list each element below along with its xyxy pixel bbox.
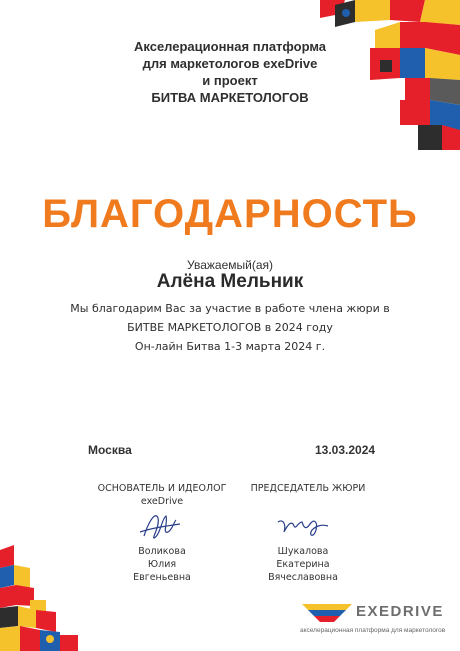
body-line-1: Мы благодарим Вас за участие в работе члена жюри в <box>70 302 390 315</box>
salutation: Уважаемый(ая) <box>187 258 273 272</box>
body-text <box>40 299 420 356</box>
left-signature <box>132 508 192 544</box>
body-line-3: Он-лайн Битва 1-3 марта 2024 г. <box>134 340 326 353</box>
body-line-2: БИТВЕ МАРКЕТОЛОГОВ в 2024 году <box>127 321 333 334</box>
right-name-line-2: Екатерина <box>276 559 330 570</box>
right-signatory-role <box>228 482 388 495</box>
left-name-line-2: Юлия <box>147 559 177 570</box>
header-line-4: БИТВА МАРКЕТОЛОГОВ <box>151 90 309 105</box>
left-role-line-2: exeDrive <box>140 496 184 507</box>
header-line-2: для маркетологов exeDrive <box>142 56 318 71</box>
exedrive-logo-icon <box>302 602 352 622</box>
recipient-name: Алёна Мельник <box>156 271 304 292</box>
city: Москва <box>88 443 132 457</box>
logo-name: EXEDRIVE <box>356 603 444 620</box>
certificate-title: БЛАГОДАРНОСТЬ <box>42 192 418 236</box>
header-line-3: и проект <box>202 73 258 88</box>
left-signatory-role <box>82 482 242 508</box>
right-role-line-1: ПРЕДСЕДАТЕЛЬ ЖЮРИ <box>250 483 366 494</box>
left-name-line-3: Евгеньевна <box>133 572 191 583</box>
left-role-line-1: ОСНОВАТЕЛЬ И ИДЕОЛОГ <box>97 483 227 494</box>
header <box>80 38 380 106</box>
right-name-line-3: Вячеславовна <box>268 572 338 583</box>
right-signature <box>272 508 332 544</box>
header-line-1: Акселерационная платформа <box>133 39 327 54</box>
right-name-line-1: Шукалова <box>277 546 329 557</box>
decorative-cubes-bottom-left <box>0 540 90 651</box>
right-signatory-name <box>253 545 353 584</box>
left-name-line-1: Воликова <box>138 546 186 557</box>
date: 13.03.2024 <box>315 443 376 457</box>
logo-tagline: акселерационная платформа для маркетологов <box>300 627 446 634</box>
left-signatory-name <box>112 545 212 584</box>
